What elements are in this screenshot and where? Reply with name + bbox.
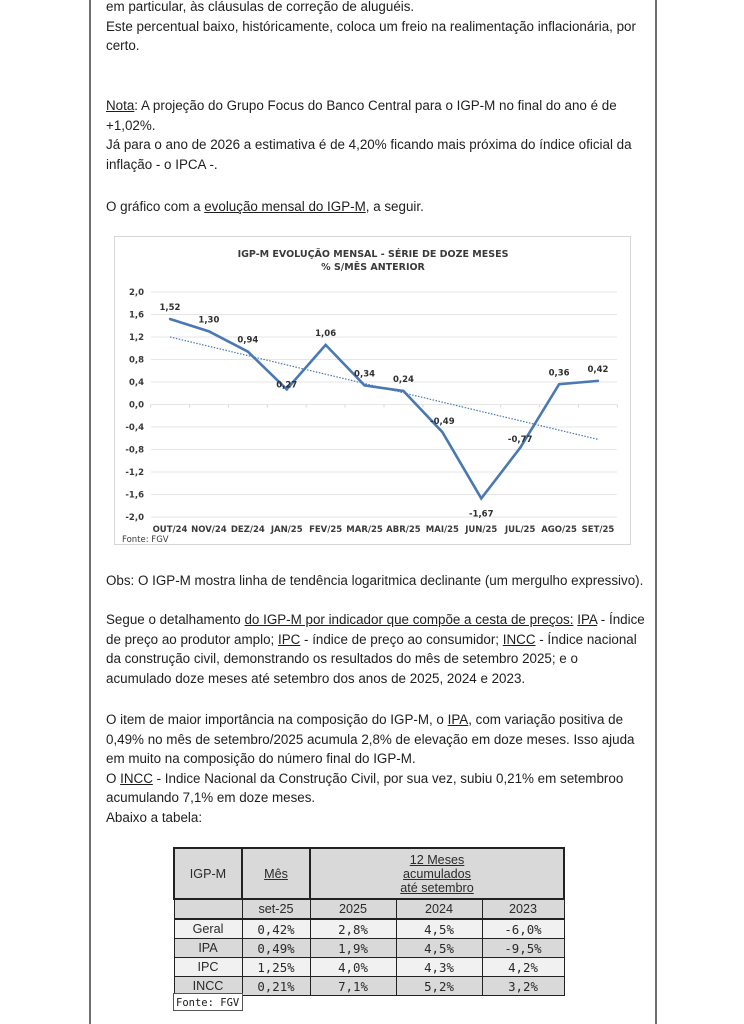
- x-tick-label: AGO/25: [541, 525, 577, 535]
- data-point: [324, 344, 326, 346]
- y-tick-label: -2,0: [125, 513, 144, 523]
- nota-body: : A projeção do Grupo Focus do Banco Central para o IGP-M no final do ano é de +1,02%.: [106, 98, 617, 133]
- igpm-chart: [114, 236, 631, 545]
- y-tick-label: 0,8: [128, 355, 144, 366]
- row-2024: 5,2%: [396, 977, 482, 996]
- data-point: [169, 318, 171, 320]
- table-subheader-row: [174, 899, 564, 919]
- x-tick-label: MAI/25: [425, 525, 459, 535]
- nota-paragraph: [106, 96, 646, 174]
- incc-suffix: - Indice Nacional da Construção Civil, por sua vez, subiu 0,21% em setembroo acumulando 7,1% em doze meses.: [106, 770, 624, 805]
- subheader-set25: set-25: [242, 899, 310, 919]
- nota-text: [106, 96, 646, 135]
- data-label: 0,36: [548, 368, 570, 379]
- x-tick-label: JAN/25: [270, 525, 303, 535]
- chart-title: IGP-M EVOLUÇÃO MENSAL - SÉRIE DE DOZE MESES: [237, 249, 509, 260]
- data-label: 0,34: [354, 369, 376, 380]
- item-prefix: O item de maior importância na composição do IGP-M, o: [106, 712, 448, 727]
- item-suffix: , com variação positiva de 0,49% no mês de setembro/2025 acumula 2,8% de elevação em doze meses. Isso ajuda em muito na composição do número final do IGP-M.: [106, 712, 635, 766]
- x-tick-label: ABR/25: [386, 525, 421, 535]
- subheader-empty: [174, 899, 242, 919]
- row-label: IPA: [174, 939, 242, 958]
- grafico-prefix: O gráfico com a: [106, 199, 205, 214]
- x-tick-label: OUT/24: [152, 525, 188, 535]
- seg-link[interactable]: do IGP-M por indicador que compõe a cesta de preços:: [244, 612, 574, 627]
- seg-prefix: Segue o detalhamento: [106, 612, 245, 627]
- row-label: Geral: [174, 919, 242, 939]
- data-point: [363, 384, 365, 386]
- data-point: [441, 431, 443, 433]
- row-2024: 4,5%: [396, 939, 482, 958]
- row-2023: -6,0%: [482, 919, 564, 939]
- data-label: -0,77: [507, 434, 533, 445]
- row-2023: 4,2%: [482, 958, 564, 977]
- row-2024: 4,3%: [396, 958, 482, 977]
- intro-line-1: em particular, às cláusulas de correção de aluguéis.: [106, 0, 415, 14]
- seg-ipc-desc: - índice de preço ao consumidor;: [300, 631, 503, 647]
- x-tick-label: MAR/25: [346, 525, 383, 535]
- header-12-line3: até setembro: [400, 880, 474, 895]
- grafico-intro: [106, 197, 646, 217]
- row-2025: 1,9%: [310, 939, 396, 958]
- detalhamento-paragraph: [106, 610, 646, 688]
- y-tick-label: -1,6: [125, 490, 144, 501]
- data-label: 0,94: [237, 335, 259, 346]
- igpm-chart-svg: [115, 237, 632, 546]
- data-point: [208, 330, 210, 332]
- y-tick-label: 1,2: [128, 333, 144, 343]
- x-tick-label: DEZ/24: [230, 525, 265, 535]
- data-point: [480, 497, 482, 499]
- header-mes: Mês: [242, 848, 310, 899]
- y-tick-label: -1,2: [125, 468, 144, 478]
- row-mes: 0,21%: [242, 977, 310, 996]
- item-paragraph: [106, 710, 646, 827]
- y-tick-label: -0,8: [125, 445, 144, 456]
- table-source: Fonte: FGV: [173, 993, 243, 1011]
- row-2023: 3,2%: [482, 977, 564, 996]
- obs-text: Obs: O IGP-M mostra linha de tendência logaritmica declinante (um mergulho expressivo).: [106, 573, 644, 588]
- y-tick-label: 1,6: [128, 310, 144, 321]
- grafico-link[interactable]: evolução mensal do IGP-M: [204, 199, 366, 214]
- subheader-2024: 2024: [396, 899, 482, 919]
- row-label: INCC: [174, 977, 242, 996]
- page-border-right: [655, 0, 657, 1024]
- y-tick-label: -0,4: [125, 423, 144, 433]
- seg-ipa[interactable]: IPA: [577, 612, 598, 627]
- y-tick-label: 0,4: [128, 378, 144, 388]
- page-border-left: [89, 0, 91, 1024]
- igpm-table: [173, 847, 565, 996]
- y-tick-label: 0,0: [128, 400, 144, 411]
- data-label: 0,42: [587, 364, 609, 375]
- seg-ipc[interactable]: IPC: [277, 631, 301, 647]
- row-2025: 4,0%: [310, 958, 396, 977]
- intro-line-2: Este percentual baixo, históricamente, coloca um freio na realimentação inflacionária, por certo.: [106, 18, 636, 53]
- table-header-row: [174, 848, 564, 899]
- data-label: 1,30: [198, 315, 220, 326]
- data-label: 1,52: [159, 303, 181, 313]
- seg-ipa-desc: - Índice de preço ao produtor amplo;: [106, 612, 645, 647]
- header-12-meses: [310, 848, 564, 899]
- table-row: [174, 939, 564, 958]
- y-tick-label: 2,0: [128, 288, 144, 298]
- row-label: IPC: [174, 958, 242, 977]
- row-2025: 7,1%: [310, 977, 396, 996]
- item-ipa[interactable]: IPA: [447, 712, 469, 727]
- header-12-line2: acumulados: [403, 866, 471, 881]
- data-point: [558, 383, 560, 385]
- incc-prefix: O: [106, 770, 121, 786]
- data-point: [247, 350, 249, 352]
- chart-subtitle: % S/MÊS ANTERIOR: [321, 262, 425, 273]
- grafico-suffix: , a seguir.: [365, 199, 424, 214]
- row-2023: -9,5%: [482, 939, 564, 958]
- subheader-2025: 2025: [310, 899, 396, 919]
- seg-incc[interactable]: INCC: [502, 631, 536, 647]
- header-12-line1: 12 Meses: [409, 852, 465, 867]
- data-point: [402, 390, 404, 392]
- data-label: 1,06: [315, 328, 337, 339]
- incc-link[interactable]: INCC: [120, 770, 153, 786]
- data-label: -1,67: [469, 509, 494, 520]
- nota-label: Nota: [106, 98, 135, 113]
- data-label: -0,49: [430, 417, 455, 428]
- row-mes: 0,42%: [242, 919, 310, 939]
- row-2025: 2,8%: [310, 919, 396, 939]
- table-row: [174, 958, 564, 977]
- x-tick-label: FEV/25: [309, 525, 343, 535]
- nota-2026: Já para o ano de 2026 a estimativa é de 4,20% ficando mais próxima do índice oficial da inflação - o IPCA -.: [106, 137, 632, 172]
- x-tick-label: SET/25: [581, 525, 615, 535]
- obs-paragraph: [106, 571, 646, 591]
- data-point: [519, 447, 521, 449]
- x-tick-label: JUL/25: [504, 525, 536, 535]
- data-point: [597, 380, 599, 382]
- table-row: [174, 919, 564, 939]
- intro-paragraph: [106, 0, 646, 56]
- header-igpm: IGP-M: [174, 848, 242, 899]
- chart-source: Fonte: FGV: [122, 535, 169, 545]
- x-tick-label: JUN/25: [465, 525, 498, 535]
- data-label: 0,24: [392, 375, 414, 385]
- row-mes: 0,49%: [242, 939, 310, 958]
- seg-incc-desc: - Índice nacional da construção civil, demonstrando os resultados do mês de setembro 2025; e o acumulado doze meses até setembro dos anos de 2025, 2024 e 2023.: [106, 631, 637, 686]
- row-mes: 1,25%: [242, 958, 310, 977]
- data-label: 0,27: [276, 380, 298, 391]
- row-2024: 4,5%: [396, 919, 482, 939]
- subheader-2023: 2023: [482, 899, 564, 919]
- abaixo-text: Abaixo a tabela:: [106, 809, 203, 825]
- x-tick-label: NOV/24: [191, 525, 227, 535]
